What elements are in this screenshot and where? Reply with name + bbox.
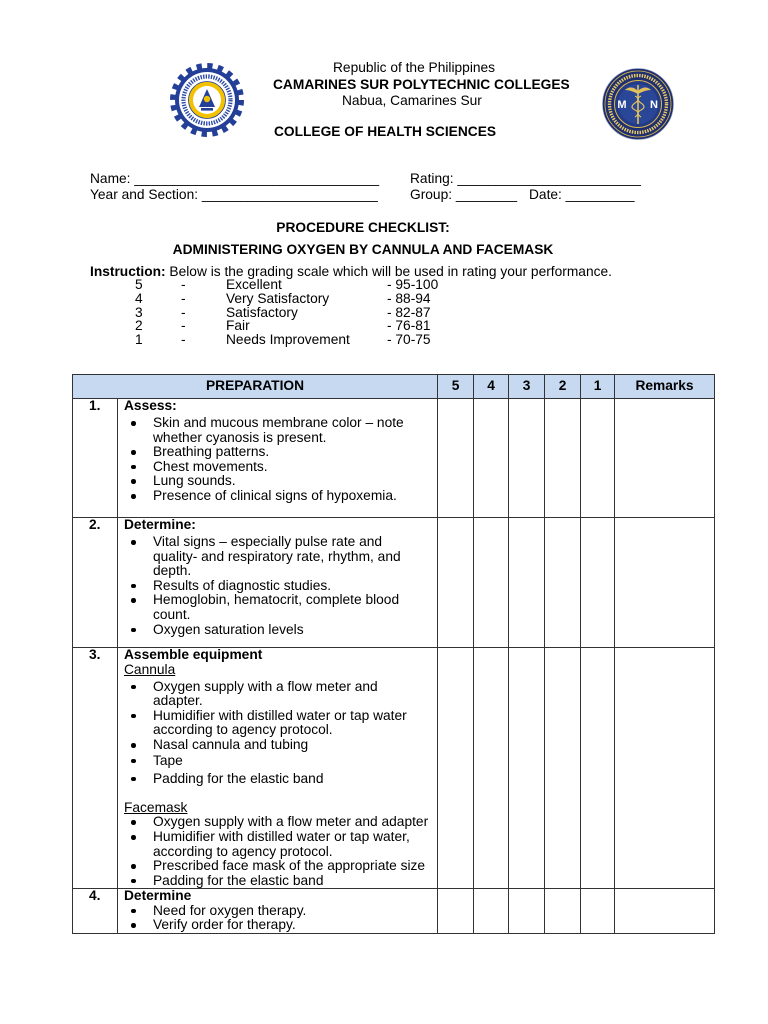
date-field: Date: _________ bbox=[529, 187, 635, 202]
score-1-cell bbox=[581, 889, 615, 934]
bullet-icon bbox=[131, 598, 136, 603]
bullet-text: Padding for the elastic band bbox=[153, 770, 324, 786]
bullet-list bbox=[124, 904, 437, 933]
bullet-icon bbox=[131, 540, 136, 545]
table-row bbox=[73, 648, 715, 889]
score-1-header: 1 bbox=[581, 375, 615, 399]
bullet-icon bbox=[131, 743, 136, 748]
table-header-row bbox=[73, 375, 715, 399]
list-item bbox=[124, 623, 437, 638]
list-item bbox=[124, 772, 437, 787]
remarks-cell bbox=[615, 648, 715, 889]
instruction-label: Instruction: bbox=[90, 264, 166, 279]
score-1-cell bbox=[581, 399, 615, 518]
bullet-text: Hemoglobin, hematocrit, complete blood count. bbox=[153, 592, 400, 622]
caduceus-seal-icon bbox=[602, 68, 674, 140]
bullet-list bbox=[124, 815, 437, 888]
school-name: CAMARINES SUR POLYTECHNIC COLLEGES bbox=[273, 77, 570, 92]
bullet-list bbox=[124, 680, 437, 787]
bullet-text: Prescribed face mask of the appropriate size bbox=[153, 858, 426, 874]
step-title: Determine: bbox=[124, 517, 196, 532]
step-number: 1. bbox=[73, 399, 118, 518]
scale-score: 1 bbox=[135, 332, 143, 348]
bullet-icon bbox=[131, 479, 136, 484]
score-4-cell bbox=[474, 518, 509, 648]
list-item bbox=[124, 593, 437, 622]
bullet-text: Results of diagnostic studies. bbox=[153, 577, 332, 593]
scale-row bbox=[0, 319, 768, 333]
score-5-cell bbox=[438, 889, 474, 934]
score-2-cell bbox=[545, 518, 581, 648]
bullet-list bbox=[124, 416, 437, 504]
bullet-icon bbox=[131, 909, 136, 914]
bullet-icon bbox=[131, 820, 136, 825]
table-row bbox=[73, 889, 715, 934]
instruction-text: Below is the grading scale which will be used in rating your performance. bbox=[169, 264, 612, 279]
list-item bbox=[124, 738, 437, 753]
bullet-icon bbox=[131, 777, 136, 782]
scale-label: Needs Improvement bbox=[226, 332, 350, 348]
scale-row bbox=[0, 306, 768, 320]
list-item bbox=[124, 904, 437, 919]
score-4-cell bbox=[474, 648, 509, 889]
bullet-icon bbox=[131, 494, 136, 499]
scale-dash: - bbox=[181, 318, 186, 334]
score-3-cell bbox=[509, 648, 545, 889]
list-item bbox=[124, 918, 437, 933]
list-item bbox=[124, 680, 437, 709]
bullet-icon bbox=[131, 685, 136, 690]
scale-label: Satisfactory bbox=[226, 304, 298, 320]
bullet-icon bbox=[131, 864, 136, 869]
list-item bbox=[124, 815, 437, 830]
list-item bbox=[124, 535, 437, 579]
school-seal-icon bbox=[170, 63, 244, 137]
procedure-title: ADMINISTERING OXYGEN BY CANNULA AND FACEMASK bbox=[172, 242, 554, 257]
seal-letter-m: M bbox=[617, 99, 627, 111]
score-5-header: 5 bbox=[438, 375, 474, 399]
score-4-header: 4 bbox=[474, 375, 509, 399]
step-content bbox=[118, 518, 438, 648]
bullet-icon bbox=[131, 759, 136, 764]
bullet-text: Skin and mucous membrane color – note whether cyanosis is present. bbox=[153, 414, 404, 445]
remarks-cell bbox=[615, 518, 715, 648]
scale-range: - 95-100 bbox=[387, 277, 439, 292]
scale-range: - 82-87 bbox=[387, 304, 431, 320]
scale-dash: - bbox=[181, 290, 186, 306]
scale-score: 3 bbox=[135, 304, 143, 320]
list-item bbox=[124, 830, 437, 859]
bullet-icon bbox=[131, 421, 136, 426]
score-1-cell bbox=[581, 518, 615, 648]
list-item bbox=[124, 754, 437, 769]
republic-heading: Republic of the Philippines bbox=[333, 60, 496, 75]
school-logo bbox=[170, 63, 244, 137]
score-4-cell bbox=[474, 889, 509, 934]
scale-score: 5 bbox=[135, 277, 143, 292]
list-item bbox=[124, 489, 437, 504]
bullet-text: Verify order for therapy. bbox=[153, 917, 296, 933]
step-number: 4. bbox=[73, 889, 118, 934]
school-location: Nabua, Camarines Sur bbox=[342, 93, 482, 108]
list-item bbox=[124, 460, 437, 475]
remarks-header: Remarks bbox=[615, 375, 715, 399]
score-5-cell bbox=[438, 648, 474, 889]
bullet-text: Oxygen supply with a flow meter and adapter bbox=[153, 814, 429, 830]
table-row bbox=[73, 518, 715, 648]
bullet-icon bbox=[131, 450, 136, 455]
college-name: COLLEGE OF HEALTH SCIENCES bbox=[274, 124, 497, 139]
bullet-text: Lung sounds. bbox=[153, 473, 236, 489]
remarks-cell bbox=[615, 889, 715, 934]
bullet-text: Presence of clinical signs of hypoxemia. bbox=[153, 487, 397, 503]
bullet-icon bbox=[131, 923, 136, 928]
bullet-text: Oxygen supply with a flow meter and adapter. bbox=[153, 678, 378, 709]
remarks-cell bbox=[615, 399, 715, 518]
score-3-cell bbox=[509, 518, 545, 648]
bullet-text: Humidifier with distilled water or tap water according to agency protocol. bbox=[153, 707, 407, 738]
scale-label: Very Satisfactory bbox=[226, 290, 330, 306]
bullet-text: Nasal cannula and tubing bbox=[153, 736, 309, 752]
scale-row bbox=[0, 278, 768, 292]
score-5-cell bbox=[438, 399, 474, 518]
scale-label: Excellent bbox=[226, 277, 282, 292]
score-2-header: 2 bbox=[545, 375, 581, 399]
seal-letter-n: N bbox=[650, 99, 658, 111]
bullet-icon bbox=[131, 714, 136, 719]
bullet-text: Need for oxygen therapy. bbox=[153, 902, 307, 918]
facemask-label: Facemask bbox=[124, 799, 188, 815]
checklist-title: PROCEDURE CHECKLIST: bbox=[276, 220, 450, 235]
scale-range: - 70-75 bbox=[387, 332, 431, 348]
list-item bbox=[124, 859, 437, 874]
bullet-text: Chest movements. bbox=[153, 458, 268, 474]
scale-row bbox=[0, 292, 768, 306]
score-2-cell bbox=[545, 648, 581, 889]
step-title: Assemble equipment bbox=[124, 647, 263, 662]
score-3-header: 3 bbox=[509, 375, 545, 399]
score-4-cell bbox=[474, 399, 509, 518]
year-section-field: Year and Section: _______________________ bbox=[90, 187, 378, 202]
list-item bbox=[124, 416, 437, 445]
cannula-label: Cannula bbox=[124, 661, 176, 677]
bullet-text: Vital signs – especially pulse rate and quality- and respiratory rate, rhythm, and depth. bbox=[153, 533, 401, 579]
bullet-text: Breathing patterns. bbox=[153, 444, 270, 460]
scale-score: 4 bbox=[135, 290, 143, 306]
scale-dash: - bbox=[181, 277, 186, 292]
step-number: 2. bbox=[73, 518, 118, 648]
checklist-table bbox=[72, 374, 715, 934]
score-3-cell bbox=[509, 399, 545, 518]
rating-field: Rating: ________________________ bbox=[410, 171, 641, 186]
step-number: 3. bbox=[73, 648, 118, 889]
score-2-cell bbox=[545, 889, 581, 934]
step-title: Assess: bbox=[124, 398, 177, 413]
step-title: Determine bbox=[124, 888, 192, 904]
list-item bbox=[124, 874, 437, 889]
scale-range: - 76-81 bbox=[387, 318, 431, 334]
bullet-icon bbox=[131, 628, 136, 633]
scale-score: 2 bbox=[135, 318, 143, 334]
college-logo bbox=[602, 68, 674, 140]
group-field: Group: ________ bbox=[410, 187, 518, 202]
scale-dash: - bbox=[181, 304, 186, 320]
bullet-icon bbox=[131, 584, 136, 589]
bullet-text: Padding for the elastic band bbox=[153, 872, 324, 888]
list-item bbox=[124, 579, 437, 594]
list-item bbox=[124, 445, 437, 460]
bullet-text: Oxygen saturation levels bbox=[153, 621, 304, 637]
step-content bbox=[118, 399, 438, 518]
scale-label: Fair bbox=[226, 318, 250, 334]
scale-row bbox=[0, 333, 768, 347]
scale-dash: - bbox=[181, 332, 186, 348]
step-content bbox=[118, 648, 438, 889]
bullet-icon bbox=[131, 465, 136, 470]
step-content bbox=[118, 889, 438, 934]
bullet-icon bbox=[131, 835, 136, 840]
score-3-cell bbox=[509, 889, 545, 934]
table-row bbox=[73, 399, 715, 518]
list-item bbox=[124, 474, 437, 489]
bullet-list bbox=[124, 535, 437, 637]
name-field: Name: ________________________________ bbox=[90, 171, 380, 186]
list-item bbox=[124, 709, 437, 738]
score-5-cell bbox=[438, 518, 474, 648]
bullet-text: Tape bbox=[153, 752, 183, 768]
scale-range: - 88-94 bbox=[387, 290, 431, 306]
preparation-header: PREPARATION bbox=[73, 375, 438, 399]
score-1-cell bbox=[581, 648, 615, 889]
bullet-text: Humidifier with distilled water or tap water, according to agency protocol. bbox=[153, 828, 410, 859]
score-2-cell bbox=[545, 399, 581, 518]
bullet-icon bbox=[131, 879, 136, 884]
